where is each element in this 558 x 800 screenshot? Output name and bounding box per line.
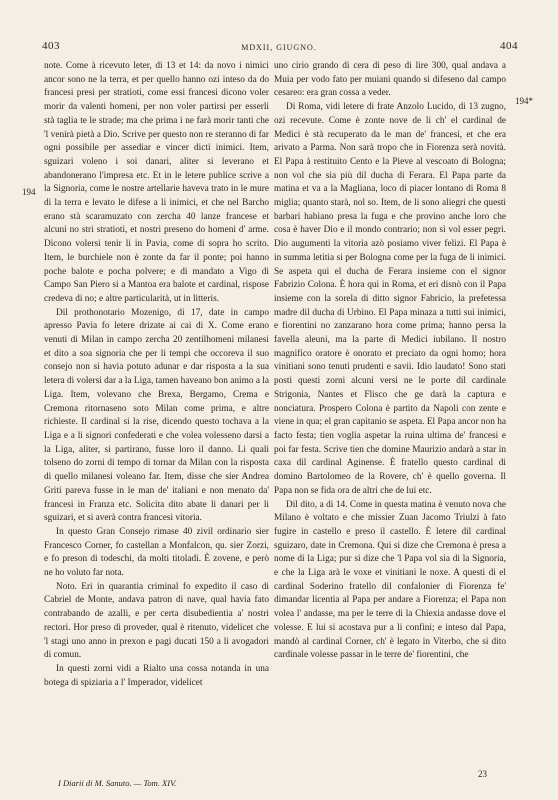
page-number-left: 403 — [42, 40, 60, 52]
right-column — [274, 60, 506, 663]
footer-source: I Diarii di M. Sanuto. — Tom. XIV. — [58, 778, 177, 788]
left-column — [44, 60, 269, 690]
paragraph: Noto. Eri in quarantia criminal fo expedito il caso di Cabriel de Monte, andava patron di nave, qual havia fato contrabando de azalli, e per certa disubedientia a' nostri rectori. Hor preso di proveder, qual è ritenuto, videlicet che 'l stagi uno anno in prexon e pagi ducati 150 a li avogadori di comun. — [44, 581, 269, 661]
page-number-right: 404 — [500, 40, 518, 52]
paragraph: Dil prothonotario Mozenigo, di 17, date in campo apresso Pavia fo letere drizate ai cai di X. Come erano venuti di Milan in campo zercha 20 zentilhomeni milanesi et dito a soa signoria che per li tempi che occoreva il suo consejo non si havia potuto adunar e dar risposta a la sua letera di volersi dar a la Liga, tamen haveano bon animo a la Liga. Item, volevano che Brexa, Bergamo, Crema e Cremona ritornaseno soto Milan come prima, e altre richieste. Il cardinal si la rise, dicendo questo tochava a la Liga e a li signori confederati e che volea volesseno darsi a la Liga, aliter, si partirano, fusse loro il danno. Li quali tolseno do zorni di tempo di tornar da Milan con la risposta di quello milanesi voleano far. Item, disse che sier Andrea Griti pareva fusse in le man de' italiani e non menato da' francesi in Franza etc. Solicita dito abate li danari per li sguizari, et si averà contra francesi vitoria. — [44, 307, 269, 524]
paragraph: In questi zorni vidi a Rialto una cossa notanda in una botega di spiziaria a l' Imperador, videlicet — [44, 663, 269, 688]
paragraph: In questo Gran Consejo rimase 40 zivil ordinario sier Francesco Corner, fo castellan a Monfalcon, qu. sier Zorzi, e fo preson di todeschi, da molti titoladi. È zovene, e però ne ho voluto far nota. — [44, 526, 269, 579]
paragraph: uno cirio grando di cera di peso di lire 300, qual andava a Muia per vodo fato per muiani quando si difeseno dal campo cesareo: era gran cossa a veder. — [274, 61, 506, 99]
margin-note-right: 194* — [515, 96, 533, 106]
paragraph: Di Roma, vidi letere di frate Anzolo Lucido, di 13 zugno, ozi recevute. Come è zonte nove de li ch' el cardinal de Medici è stà recuperato da le man de' francesi, et che era arivato a Parma. Non sarà tropo che in Fiorenza serà novità. El Papa à restituito Cento e la Pieve al vescoato di Bologna; non vol che sia più dil ducha di Ferara. El Papa parte da matina et va a la Magliana, loco di piacer lontano di Roma 8 miglia; quanto starà, nol so. Item, de li sono aliegri che questi barbari habiano presa la fuga e che provino anche loro che cosa è haver Dio e il mondo contrario; non si vol esser pegri. Dio augumenti la vitoria azò posiamo viver felizi. El Papa è in summa letitia si per Bologna come per la fuga de li inimici. Se aspeta qui el ducha de Ferara insieme con el signor Fabrizio Colona. È hora qui in Roma, et eri disnò con il Papa insieme con la sorela di ditto signor Fabricio, la prefetessa madre dil ducha di Urbino. El Papa minaza a tutti sui inimici, e fiorentini no zanzarano hora come prima; hanno persa la favella aleuni, ma la parte di Medici iubilano. Il nostro magnifico oratore è onorato et preciato da ogni homo; hora vinitiani sono tenuti prudenti e savii. Idio laudato! Sono stati posti questi zorni alcuni versi ne le porte dil cardinale Strigonia, Nantes et Flisco che ge darà la captura e nonciatura. Prospero Colona è partito da Napoli con zente e viene in qua; el gran capitanio se aspeta. El Papa ancor non ha facto festa; tien voglia aspetar la ruina ultima de' francesi e poi far festa. Scrive tien che domine Maurizio andarà a star in caxa dil cardinal Aginense. È fratello questo cardinal di domino Bartolomeo de la Rovere, ch' è quello governa. Il Papa non se fida ora de altri che de lui etc. — [274, 102, 506, 496]
paragraph: Dil dito, a di 14. Come in questa matina è venuto nova che Milano è voltato e che missier Zuan Jacomo Triulzi à fato fugire in castello e preso il castello. È letere dil cardinal sguizaro, date in Cremona. Qui si dize che Cremona è presa a nome di la Liga; pur si dize che 'l Papa vol sia di la Signoria, e che la Liga arà le voxe et vinitiani le noxe. A questi di el cardinal Soderino fratello dil confalonier di Fiorenza fe' dimandar licentia al Papa per andare a Fiorenza; el Papa non volea l' andasse, ma per le terre di la Chiexia andasse dove el volesse. E lui si acostava pur a li confini; e inteso dal Papa, mandò al cardinal Corner, ch' è legato in Viterbo, che si dito cardinale volesse passar in le terre de' fiorentini, che — [274, 499, 506, 661]
margin-note-left: 194 — [22, 187, 36, 197]
signature-mark: 23 — [478, 769, 487, 779]
running-title: MDXII, GIUGNO. — [241, 43, 317, 52]
paragraph: note. Come à ricevuto leter, di 13 et 14: da novo i nimici ancor sono ne la terra, et per quello hanno ozi inteso da do francesi presi per stratioti, come essi francesi dicono voler morir da valenti homeni, per non voler partirsi per esserli stà taglia te le strade; ma che prima i ne farà morir tanti che 'l venirà pietà a Dio. Scrive per questo non re steranno di far ogni possibile per assediar e vincer dicti inimici. Item, sguizari voleno i soi danari, aliter si leverano et abandonerano l'impresa etc. Et in le letere publice scrive a la Signoria, come le nostre artellarie haveva trato in le mure di la terra e levato le difese a li inimici, et che nel Barcho erano stà scaramuzato con zercha 40 lanze francese et alcuni no stri stratioti, et nostri preseno do homeni d' arme. Dicono volersi tenir li in Pavia, come di sopra ho scrito. Item, le burchiele non è zonte da far il ponte; poi hanno poche balote e pocha polvere; e di mandato a Vigo di Campo San Piero si a Mantoa era balote et cardinal, rispose credeva di no; e altre particularità, ut in litteris. — [44, 61, 269, 304]
